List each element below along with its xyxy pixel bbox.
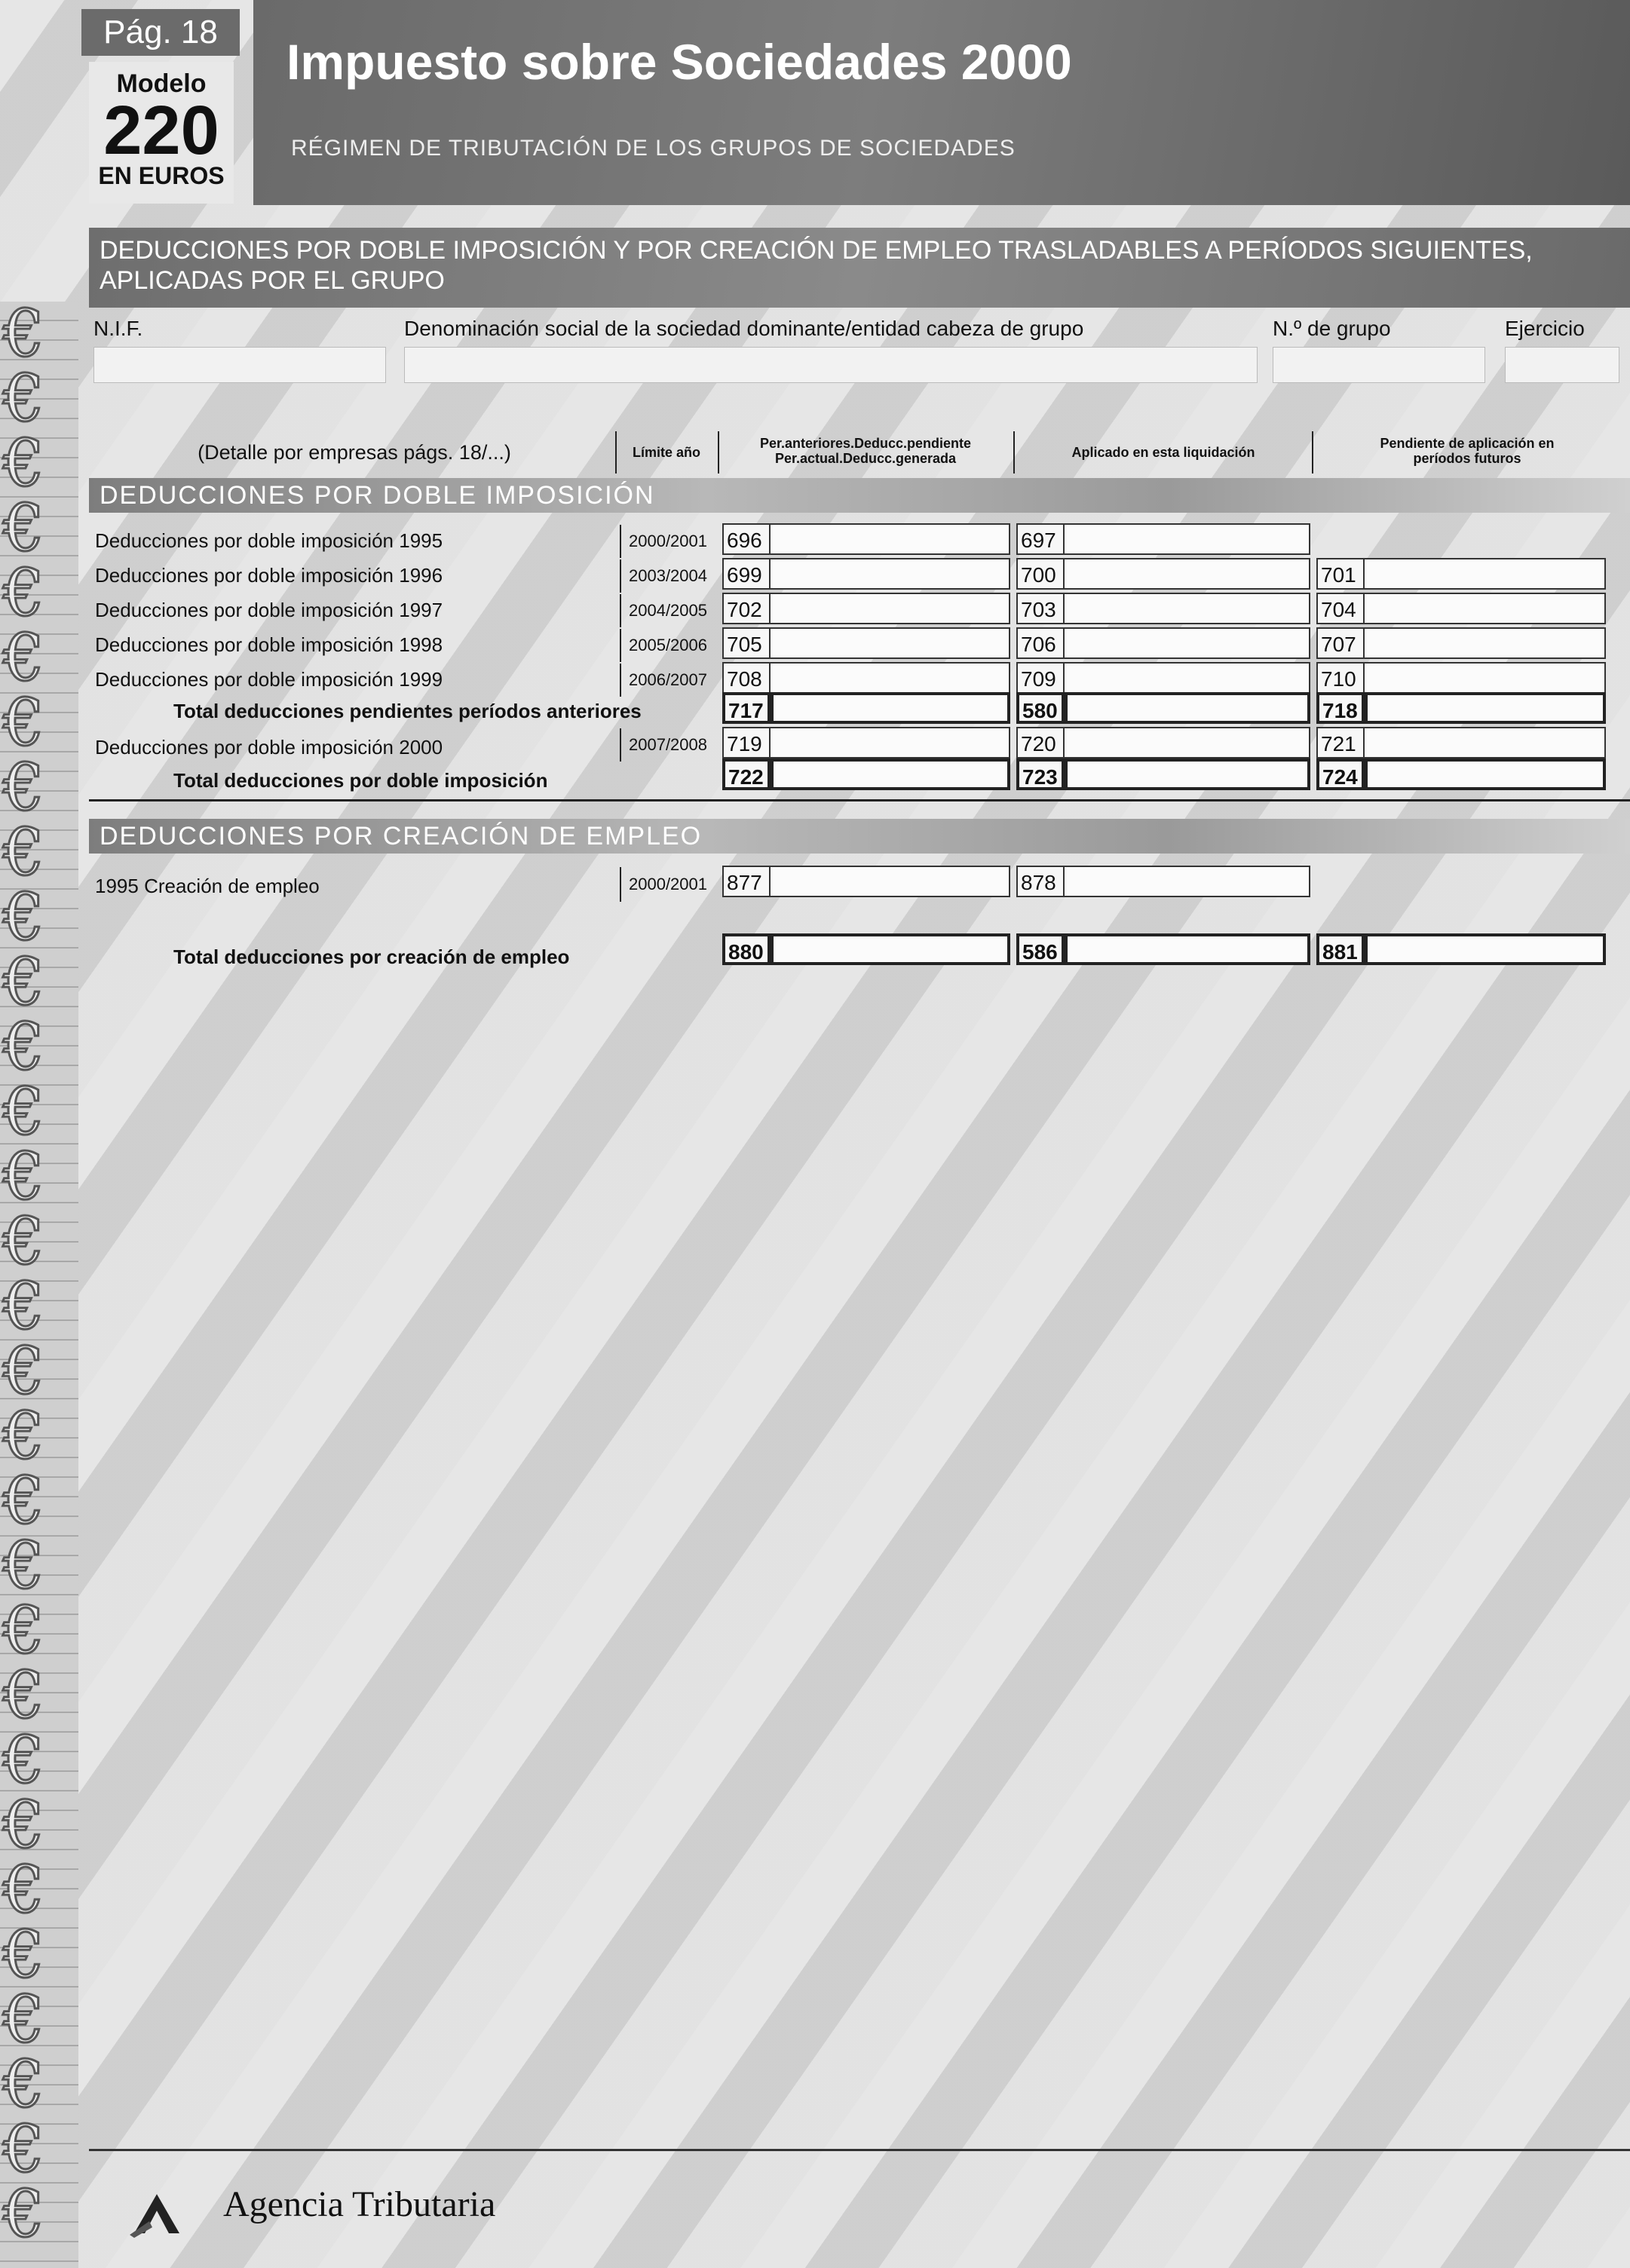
header-aplicado: Aplicado en esta liquidación — [1071, 445, 1255, 460]
code-709: 709 — [1016, 662, 1065, 694]
field-722[interactable] — [771, 759, 1010, 790]
denominacion-label: Denominación social de la sociedad dominante/entidad cabeza de grupo — [404, 317, 1084, 340]
header-limite: Límite año — [632, 445, 700, 460]
header-periodos-line1: Per.anteriores.Deducc.pendiente — [759, 436, 972, 451]
currency-label: EN EUROS — [98, 162, 225, 189]
field-720[interactable] — [1065, 727, 1310, 759]
code-697: 697 — [1016, 523, 1065, 555]
section-title: DEDUCCIONES POR DOBLE IMPOSICIÓN Y POR CREACIÓN DE EMPLEO TRASLADABLES A PERÍODOS SIGUIENTES, APLICADAS POR EL GRUPO — [89, 228, 1630, 308]
header-pendiente-line1: Pendiente de aplicación en — [1380, 436, 1555, 451]
page-number: Pág. 18 — [81, 9, 240, 56]
code-877: 877 — [722, 866, 771, 897]
code-719: 719 — [722, 727, 771, 759]
code-723: 723 — [1016, 759, 1065, 790]
row-label-empleo-1995: 1995 Creación de empleo — [95, 875, 320, 897]
code-580: 580 — [1016, 692, 1065, 724]
field-719[interactable] — [771, 727, 1010, 759]
field-703[interactable] — [1065, 593, 1310, 624]
code-721: 721 — [1316, 727, 1365, 759]
row-year-2000: 2007/2008 — [620, 728, 715, 762]
denominacion-field[interactable] — [404, 347, 1258, 383]
field-881[interactable] — [1365, 933, 1606, 965]
code-705: 705 — [722, 627, 771, 659]
grupo-label: N.º de grupo — [1273, 317, 1391, 340]
nif-label: N.I.F. — [93, 317, 143, 340]
modelo-badge — [89, 62, 234, 204]
code-707: 707 — [1316, 627, 1365, 659]
row-year-1995: 2000/2001 — [620, 525, 715, 558]
field-878[interactable] — [1065, 866, 1310, 897]
code-704: 704 — [1316, 593, 1365, 624]
code-699: 699 — [722, 558, 771, 590]
header-pendiente — [1316, 431, 1618, 474]
total-empleo-label: Total deducciones por creación de empleo — [173, 946, 570, 968]
euro-watermark-strip: € € € € € € € € € € € € € € € € € € € € € € € € € € € € € € — [0, 302, 78, 2268]
field-700[interactable] — [1065, 558, 1310, 590]
row-label-1995: Deducciones por doble imposición 1995 — [95, 529, 443, 552]
total-prev-label: Total deducciones pendientes períodos anteriores — [173, 700, 642, 722]
row-label-1997: Deducciones por doble imposición 1997 — [95, 599, 443, 621]
header-pendiente-line2: períodos futuros — [1413, 451, 1521, 466]
header-separator — [1312, 431, 1313, 474]
agencia-tributaria-logo-icon — [127, 2188, 187, 2241]
row-year-1996: 2003/2004 — [620, 559, 715, 593]
field-718[interactable] — [1365, 692, 1606, 724]
field-586[interactable] — [1065, 933, 1310, 965]
code-724: 724 — [1316, 759, 1365, 790]
field-706[interactable] — [1065, 627, 1310, 659]
field-721[interactable] — [1365, 727, 1606, 759]
ejercicio-field[interactable] — [1505, 347, 1619, 383]
row-year-empleo-1995: 2000/2001 — [620, 867, 715, 902]
code-703: 703 — [1016, 593, 1065, 624]
creacion-empleo-band: DEDUCCIONES POR CREACIÓN DE EMPLEO — [89, 819, 1630, 854]
code-717: 717 — [722, 692, 771, 724]
field-705[interactable] — [771, 627, 1010, 659]
section-divider — [89, 799, 1630, 801]
modelo-label: Modelo — [116, 69, 207, 98]
code-881: 881 — [1316, 933, 1365, 965]
field-709[interactable] — [1065, 662, 1310, 694]
row-year-1999: 2006/2007 — [620, 664, 715, 697]
grupo-field[interactable] — [1273, 347, 1485, 383]
doble-imposicion-band: DEDUCCIONES POR DOBLE IMPOSICIÓN — [89, 478, 1630, 513]
field-707[interactable] — [1365, 627, 1606, 659]
field-717[interactable] — [771, 692, 1010, 724]
field-708[interactable] — [771, 662, 1010, 694]
footer-divider — [89, 2149, 1630, 2151]
row-year-1998: 2005/2006 — [620, 629, 715, 662]
row-label-1998: Deducciones por doble imposición 1998 — [95, 633, 443, 656]
title-banner — [253, 0, 1630, 205]
code-708: 708 — [722, 662, 771, 694]
ejercicio-label: Ejercicio — [1505, 317, 1585, 340]
field-877[interactable] — [771, 866, 1010, 897]
code-710: 710 — [1316, 662, 1365, 694]
page-subtitle: RÉGIMEN DE TRIBUTACIÓN DE LOS GRUPOS DE SOCIEDADES — [291, 136, 1016, 161]
code-696: 696 — [722, 523, 771, 555]
code-722: 722 — [722, 759, 771, 790]
row-label-1996: Deducciones por doble imposición 1996 — [95, 564, 443, 587]
field-701[interactable] — [1365, 558, 1606, 590]
header-separator — [1013, 431, 1015, 474]
code-718: 718 — [1316, 692, 1365, 724]
field-724[interactable] — [1365, 759, 1606, 790]
page-title: Impuesto sobre Sociedades 2000 — [286, 34, 1072, 90]
total-doble-label: Total deducciones por doble imposición — [173, 769, 548, 792]
code-706: 706 — [1016, 627, 1065, 659]
field-580[interactable] — [1065, 692, 1310, 724]
field-697[interactable] — [1065, 523, 1310, 555]
code-720: 720 — [1016, 727, 1065, 759]
field-699[interactable] — [771, 558, 1010, 590]
code-586: 586 — [1016, 933, 1065, 965]
field-696[interactable] — [771, 523, 1010, 555]
agency-name: Agencia Tributaria — [223, 2184, 496, 2224]
code-700: 700 — [1016, 558, 1065, 590]
code-878: 878 — [1016, 866, 1065, 897]
field-723[interactable] — [1065, 759, 1310, 790]
code-880: 880 — [722, 933, 771, 965]
field-704[interactable] — [1365, 593, 1606, 624]
row-label-2000: Deducciones por doble imposición 2000 — [95, 736, 443, 759]
code-702: 702 — [722, 593, 771, 624]
header-separator — [615, 431, 617, 474]
row-year-1997: 2004/2005 — [620, 594, 715, 627]
modelo-number: 220 — [103, 92, 219, 169]
header-separator — [718, 431, 719, 474]
field-880[interactable] — [771, 933, 1010, 965]
field-702[interactable] — [771, 593, 1010, 624]
header-periodos-line2: Per.actual.Deducc.generada — [774, 451, 957, 466]
code-701: 701 — [1316, 558, 1365, 590]
field-710[interactable] — [1365, 662, 1606, 694]
header-periodos — [721, 431, 1010, 474]
header-detalle: (Detalle por empresas págs. 18/...) — [198, 441, 511, 464]
row-label-1999: Deducciones por doble imposición 1999 — [95, 668, 443, 691]
nif-field[interactable] — [93, 347, 386, 383]
